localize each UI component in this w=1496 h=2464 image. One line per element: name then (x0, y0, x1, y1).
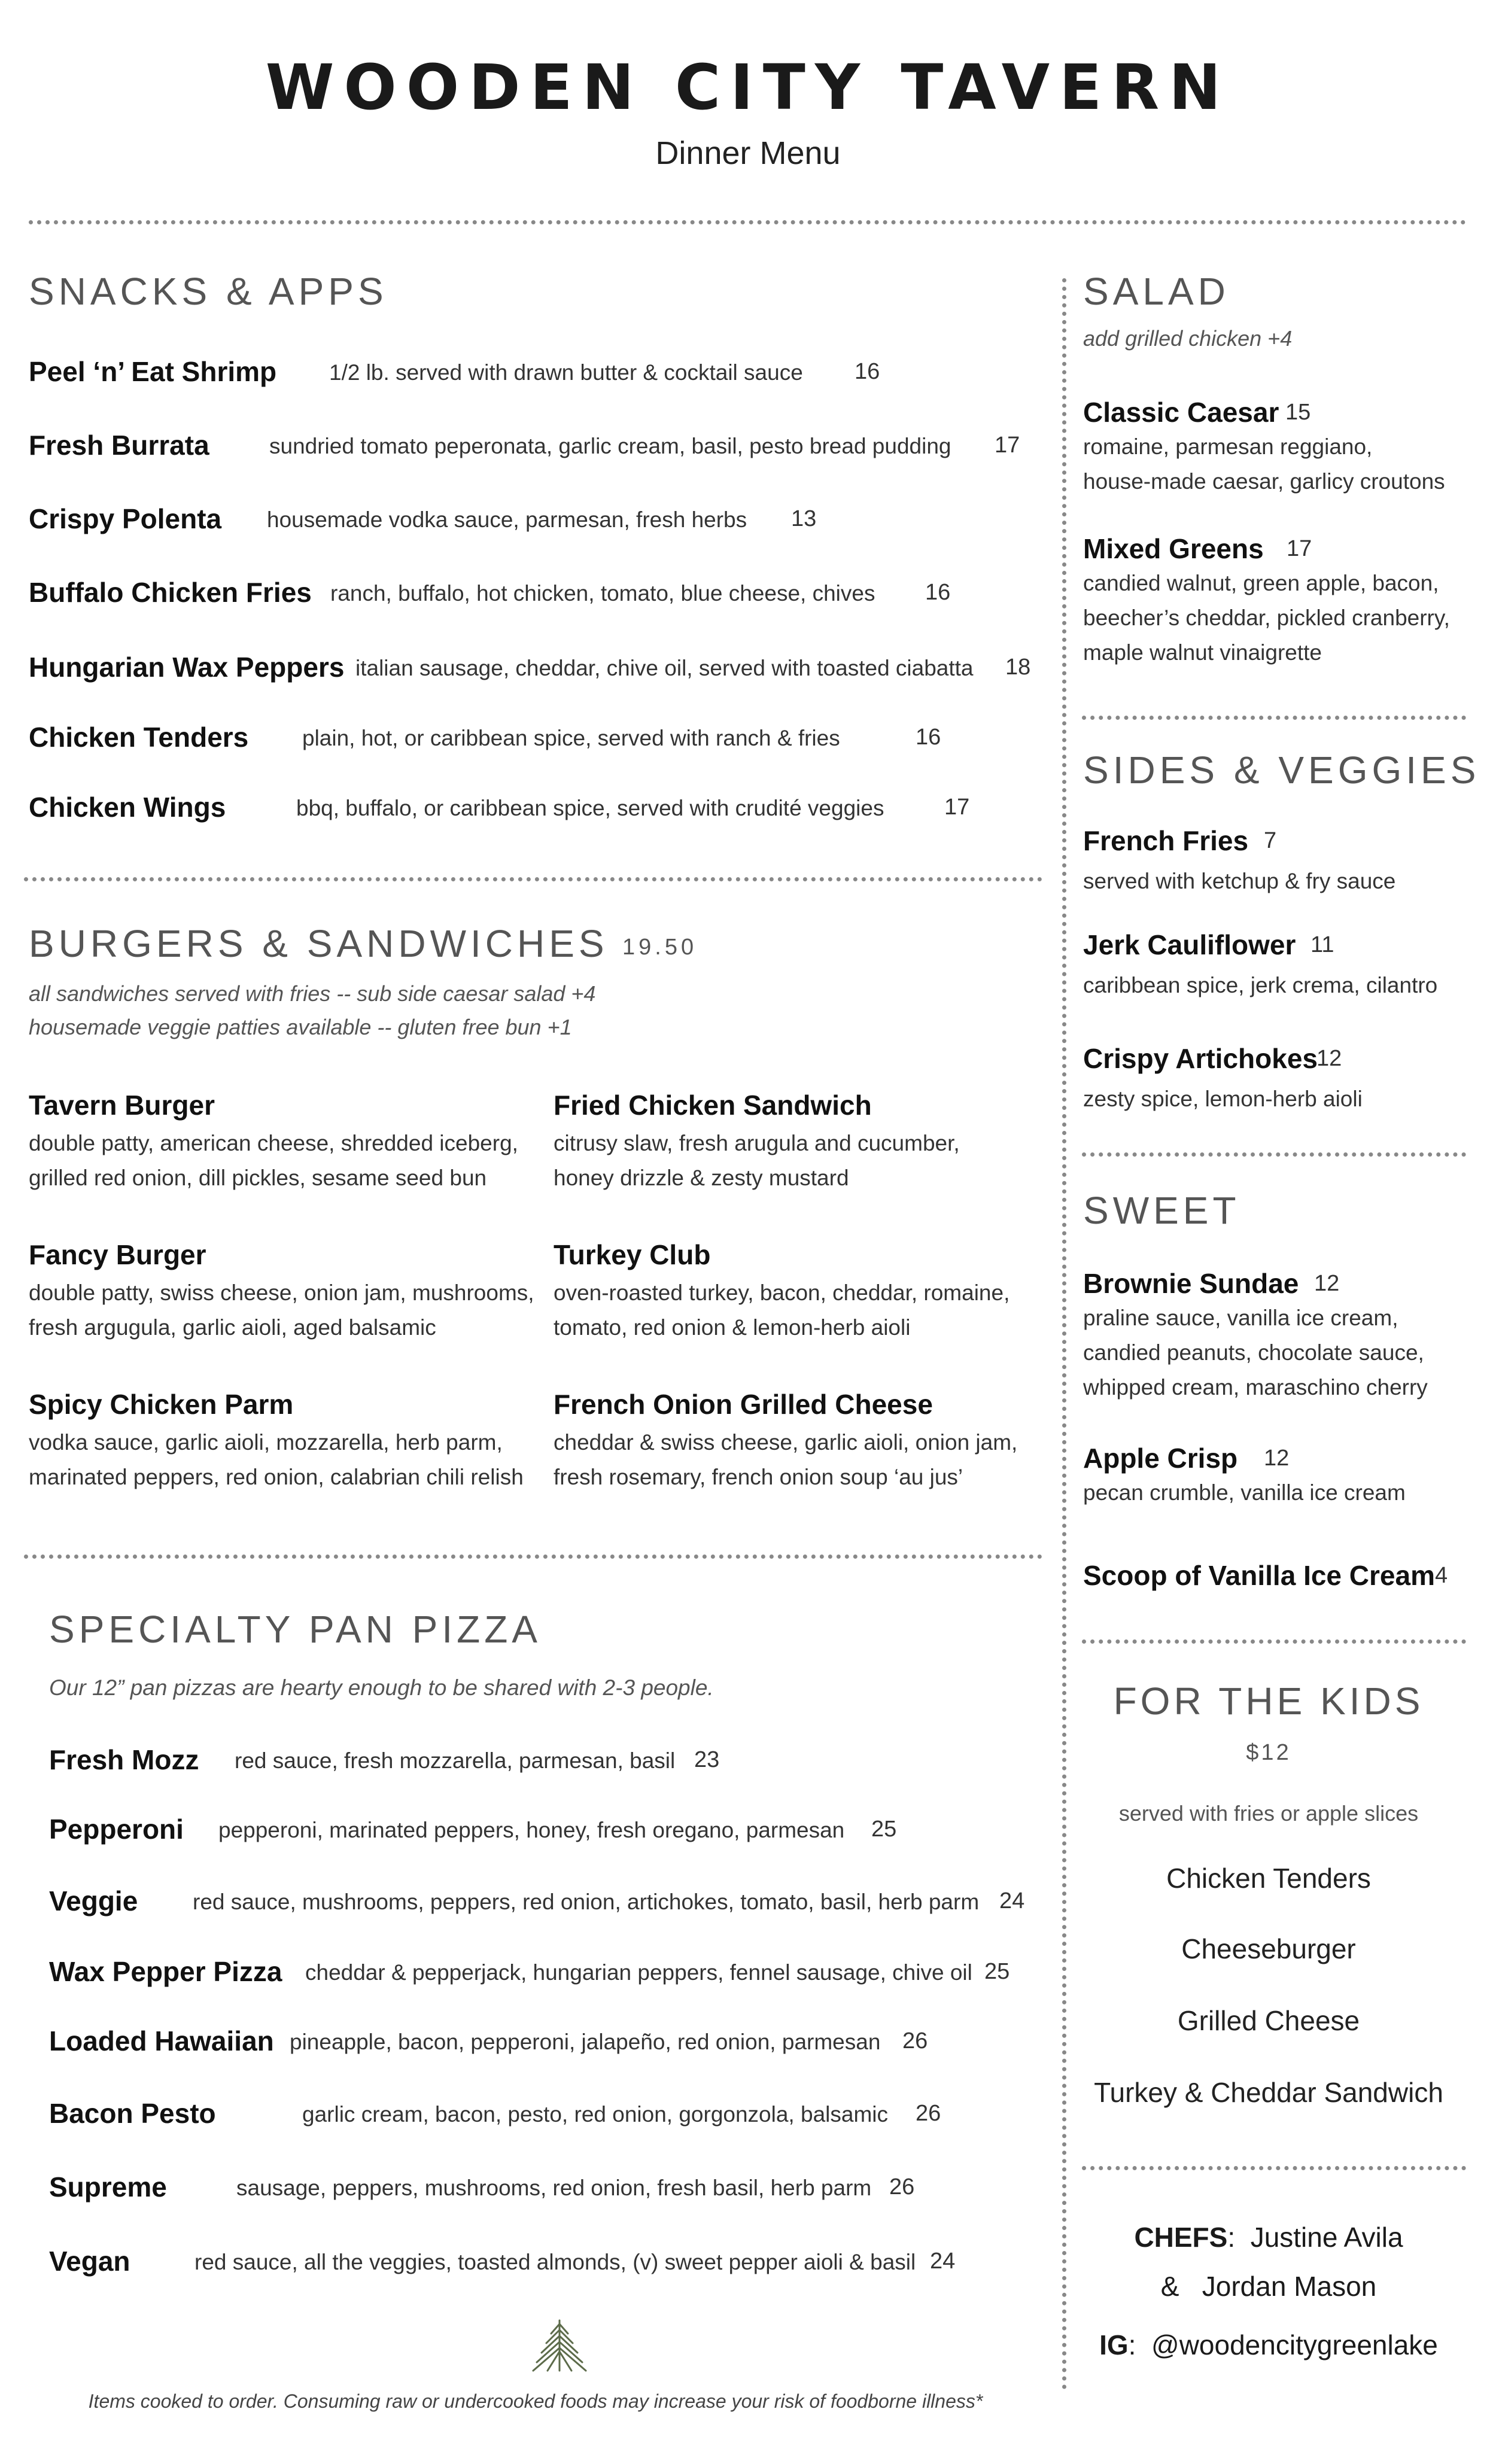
item-price: 18 (1005, 655, 1031, 680)
chef-name: Justine Avila (1250, 2222, 1403, 2253)
snacks-divider (24, 877, 1042, 881)
item-name: Hungarian Wax Peppers (29, 652, 345, 683)
item-name: Crispy Artichokes (1083, 1043, 1318, 1074)
header-divider (29, 220, 1466, 224)
item-name: Pepperoni (49, 1814, 184, 1845)
burgers-heading: BURGERS & SANDWICHES (29, 922, 609, 965)
item-name: Chicken Tenders (29, 722, 249, 753)
burgers-note: all sandwiches served with fries -- sub side caesar salad +4 (29, 981, 596, 1006)
kids-item: Turkey & Cheddar Sandwich (1094, 2077, 1443, 2108)
item-desc: citrusy slaw, fresh arugula and cucumber, honey drizzle & zesty mustard (554, 1131, 960, 1190)
kids-item: Cheeseburger (1181, 1933, 1356, 1964)
item-name: Peel ‘n’ Eat Shrimp (29, 356, 277, 387)
item-price: 24 (999, 1888, 1025, 1914)
item-desc: pineapple, bacon, pepperoni, jalapeño, red onion, parmesan (290, 2030, 881, 2054)
sides-divider (1082, 1152, 1466, 1157)
menu-subtitle: Dinner Menu (655, 135, 841, 171)
chefs-line-2: & Jordan Mason (1160, 2271, 1377, 2302)
item-name: Apple Crisp (1083, 1443, 1238, 1474)
pizza-heading: SPECIALTY PAN PIZZA (49, 1608, 542, 1651)
item-price: 11 (1310, 932, 1334, 957)
restaurant-title: WOODEN CITY TAVERN (265, 51, 1231, 124)
item-price: 7 (1264, 828, 1277, 853)
item-desc: sundried tomato peperonata, garlic cream, basil, pesto bread pudding (269, 434, 951, 458)
salad-note: add grilled chicken +4 (1083, 326, 1293, 351)
kids-item: Chicken Tenders (1166, 1863, 1371, 1894)
pizza-note: Our 12” pan pizzas are hearty enough to be shared with 2-3 people. (49, 1675, 714, 1700)
item-desc: double patty, american cheese, shredded iceberg, grilled red onion, dill pickles, sesame seed bun (29, 1131, 518, 1190)
item-name: Loaded Hawaiian (49, 2025, 274, 2057)
kids-heading: FOR THE KIDS (1113, 1680, 1424, 1723)
item-desc: plain, hot, or caribbean spice, served with ranch & fries (302, 726, 840, 750)
item-name: Mixed Greens (1083, 533, 1264, 564)
item-price: 26 (902, 2028, 928, 2054)
item-desc: zesty spice, lemon-herb aioli (1083, 1087, 1363, 1111)
item-name: Wax Pepper Pizza (49, 1956, 282, 1987)
item-desc: candied walnut, green apple, bacon, beecher’s cheddar, pickled cranberry, maple walnut vinaigrette (1083, 571, 1450, 665)
item-name: Fancy Burger (29, 1239, 206, 1270)
item-name: Fresh Burrata (29, 430, 209, 461)
item-desc: cheddar & swiss cheese, garlic aioli, onion jam, fresh rosemary, french onion soup ‘au jus’ (554, 1430, 1018, 1489)
item-name: Bacon Pesto (49, 2098, 216, 2129)
item-price: 16 (916, 725, 941, 750)
snacks-heading: SNACKS & APPS (29, 270, 388, 313)
item-name: French Fries (1083, 825, 1249, 856)
item-name: Fresh Mozz (49, 1744, 199, 1775)
item-price: 12 (1264, 1446, 1290, 1471)
item-desc: vodka sauce, garlic aioli, mozzarella, herb parm, marinated peppers, red onion, calabrian chili relish (29, 1430, 524, 1489)
item-price: 23 (694, 1747, 720, 1772)
chef-name: Jordan Mason (1202, 2271, 1377, 2302)
item-name: Jerk Cauliflower (1083, 929, 1296, 960)
item-desc: praline sauce, vanilla ice cream, candied peanuts, chocolate sauce, whipped cream, maraschino cherry (1083, 1306, 1428, 1400)
item-desc: ranch, buffalo, hot chicken, tomato, blue cheese, chives (330, 581, 875, 606)
ig-handle: @woodencitygreenlake (1151, 2329, 1438, 2360)
item-desc: cheddar & pepperjack, hungarian peppers, fennel sausage, chive oil (305, 1960, 972, 1985)
item-desc: red sauce, mushrooms, peppers, red onion, artichokes, tomato, basil, herb parm (193, 1890, 980, 1914)
item-name: Chicken Wings (29, 792, 226, 823)
item-name: Supreme (49, 2171, 167, 2203)
item-price: 25 (984, 1959, 1010, 1984)
item-price: 17 (944, 795, 970, 820)
kids-item: Grilled Cheese (1177, 2005, 1360, 2036)
item-name: Scoop of Vanilla Ice Cream (1083, 1560, 1435, 1591)
item-desc: pecan crumble, vanilla ice cream (1083, 1480, 1406, 1505)
item-price: 12 (1316, 1046, 1342, 1071)
sweet-divider (1082, 1639, 1466, 1644)
burgers-note: housemade veggie patties available -- gluten free bun +1 (29, 1015, 572, 1039)
item-desc: double patty, swiss cheese, onion jam, mushrooms, fresh argugula, garlic aioli, aged balsamic (29, 1280, 534, 1340)
item-name: Crispy Polenta (29, 503, 222, 534)
item-price: 15 (1285, 400, 1311, 425)
item-name: Vegan (49, 2246, 130, 2277)
item-desc: pepperoni, marinated peppers, honey, fresh oregano, parmesan (218, 1818, 845, 1842)
pine-tree-logo-icon (530, 2316, 589, 2375)
item-price: 16 (925, 580, 951, 605)
item-name: Tavern Burger (29, 1090, 215, 1121)
item-price: 12 (1314, 1271, 1340, 1296)
kids-divider (1082, 2166, 1466, 2170)
item-name: Spicy Chicken Parm (29, 1389, 294, 1420)
ig-label: IG (1099, 2329, 1129, 2360)
item-desc: housemade vodka sauce, parmesan, fresh herbs (267, 507, 747, 532)
item-price: 24 (930, 2249, 956, 2274)
item-desc: bbq, buffalo, or caribbean spice, served with crudité veggies (296, 796, 884, 820)
item-desc: italian sausage, cheddar, chive oil, served with toasted ciabatta (355, 656, 974, 680)
item-name: Brownie Sundae (1083, 1268, 1299, 1299)
burgers-price: 19.50 (622, 935, 698, 960)
item-desc: sausage, peppers, mushrooms, red onion, fresh basil, herb parm (236, 2176, 872, 2200)
salad-heading: SALAD (1083, 270, 1230, 313)
salad-divider (1082, 716, 1466, 720)
item-name: French Onion Grilled Cheese (554, 1389, 933, 1420)
item-price: 4 (1435, 1563, 1448, 1588)
item-name: Fried Chicken Sandwich (554, 1090, 872, 1121)
footer-disclaimer: Items cooked to order. Consuming raw or undercooked foods may increase your risk of foodborne illness* (88, 2390, 983, 2412)
burgers-divider (24, 1555, 1042, 1559)
item-name: Classic Caesar (1083, 397, 1279, 428)
item-price: 26 (889, 2174, 915, 2200)
item-price: 17 (995, 433, 1020, 458)
item-price: 13 (791, 506, 817, 531)
item-desc: caribbean spice, jerk crema, cilantro (1083, 973, 1438, 997)
item-name: Turkey Club (554, 1239, 711, 1270)
sides-heading: SIDES & VEGGIES (1083, 749, 1480, 792)
item-desc: romaine, parmesan reggiano, house-made caesar, garlicy croutons (1083, 434, 1445, 494)
kids-price: $12 (1246, 1740, 1291, 1765)
column-divider (1062, 278, 1066, 2390)
item-price: 16 (855, 359, 880, 384)
item-price: 17 (1287, 536, 1312, 561)
item-name: Buffalo Chicken Fries (29, 577, 312, 608)
item-desc: oven-roasted turkey, bacon, cheddar, romaine, tomato, red onion & lemon-herb aioli (554, 1280, 1010, 1340)
sweet-heading: SWEET (1083, 1189, 1240, 1232)
chefs-label: CHEFS (1134, 2222, 1228, 2253)
item-name: Veggie (49, 1885, 138, 1917)
kids-note: served with fries or apple slices (1118, 1801, 1419, 1826)
item-desc: red sauce, fresh mozzarella, parmesan, basil (235, 1748, 676, 1773)
item-price: 25 (871, 1817, 897, 1842)
item-desc: red sauce, all the veggies, toasted almonds, (v) sweet pepper aioli & basil (194, 2250, 916, 2274)
item-desc: 1/2 lb. served with drawn butter & cocktail sauce (329, 360, 803, 385)
item-desc: served with ketchup & fry sauce (1083, 869, 1396, 893)
item-desc: garlic cream, bacon, pesto, red onion, gorgonzola, balsamic (302, 2102, 888, 2127)
chefs-line: CHEFS: Justine Avila (1134, 2222, 1403, 2253)
instagram-line: IG: @woodencitygreenlake (1099, 2329, 1438, 2360)
item-price: 26 (916, 2101, 941, 2126)
